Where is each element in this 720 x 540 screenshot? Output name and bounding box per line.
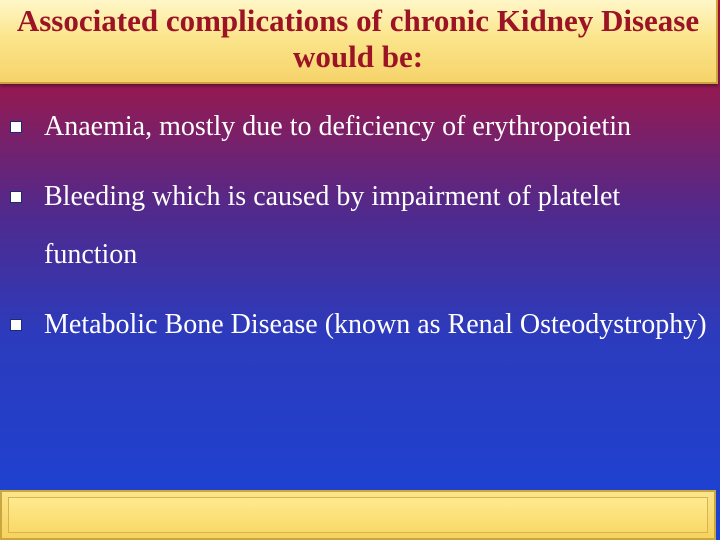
footer-inner-panel <box>8 497 708 533</box>
title-band <box>0 0 718 84</box>
bullet-list <box>0 98 720 366</box>
square-bullet-icon <box>10 191 22 203</box>
slide-title: Associated complications of chronic Kidney Disease would be: <box>16 3 700 74</box>
bullet-item <box>0 296 720 354</box>
bullet-item <box>0 98 720 156</box>
square-bullet-icon <box>10 121 22 133</box>
square-bullet-icon <box>10 319 22 331</box>
bullet-text: Bleeding which is caused by impairment of platelet function <box>44 181 621 270</box>
bullet-text: Metabolic Bone Disease (known as Renal Osteodystrophy) <box>44 309 707 340</box>
bullet-text: Anaemia, mostly due to deficiency of erythropoietin <box>44 111 632 142</box>
bullet-item <box>0 168 720 284</box>
footer-band <box>0 490 716 540</box>
